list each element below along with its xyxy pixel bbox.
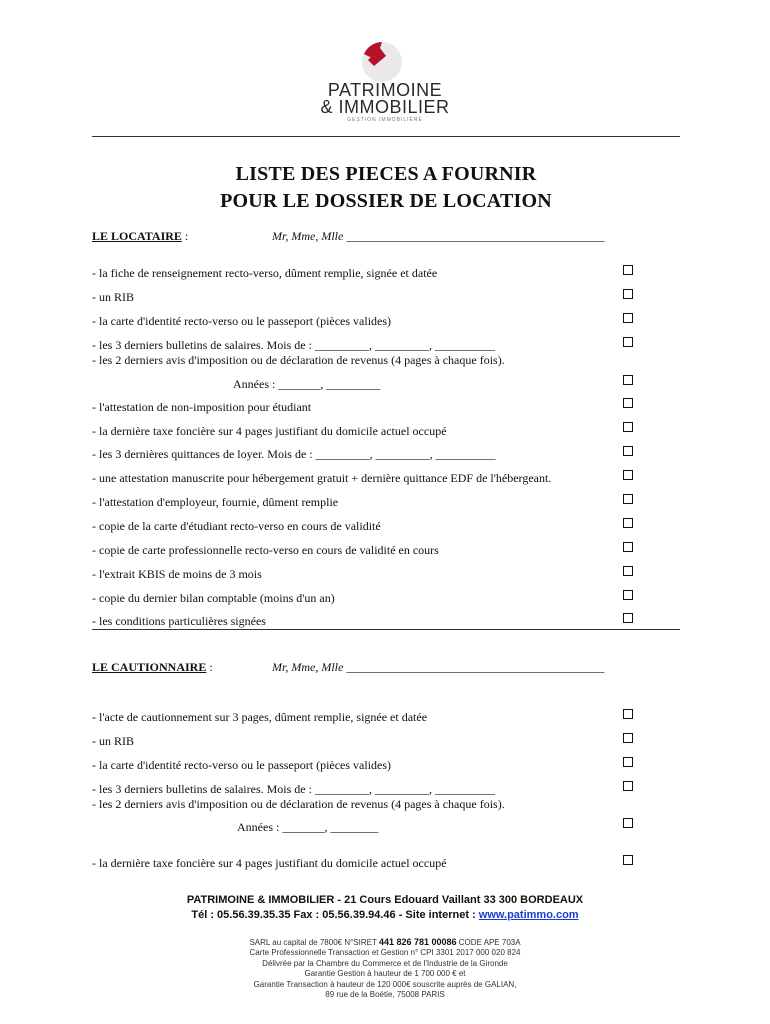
locataire-item-13: - l'extrait KBIS de moins de 3 mois — [92, 567, 262, 581]
locataire-label — [92, 229, 188, 244]
brand-name-line2: & IMMOBILIER — [320, 97, 450, 117]
cautionnaire-item-4: - les 2 derniers avis d'imposition ou de déclaration de revenus (4 pages à chaque fois). — [92, 797, 505, 811]
title-line2: POUR LE DOSSIER DE LOCATION — [220, 190, 552, 212]
footer-legal-5: Garantie Transaction à hauteur de 120 000€ souscrite auprès de GALIAN, — [253, 980, 517, 989]
locataire-item-10: - l'attestation d'employeur, fournie, dûment remplie — [92, 495, 339, 509]
cautionnaire-label-sep: : — [206, 660, 213, 674]
locataire-item-0: - la fiche de renseignement recto-verso, dûment remplie, signée et datée — [92, 266, 438, 280]
locataire-checkbox-2[interactable] — [623, 313, 633, 323]
cautionnaire-item-5: Années : _______, ________ — [237, 820, 379, 834]
cautionnaire-checkbox-6[interactable] — [623, 855, 633, 865]
locataire-item-5: Années : _______, _________ — [233, 377, 381, 391]
locataire-item-8: - les 3 dernières quittances de loyer. Mois de : _________, _________, __________ — [92, 447, 496, 461]
locataire-checkbox-13[interactable] — [623, 566, 633, 576]
logo-mark-icon — [360, 40, 404, 84]
locataire-item-11: - copie de la carte d'étudiant recto-verso en cours de validité — [92, 519, 381, 533]
locataire-checkbox-5[interactable] — [623, 375, 633, 385]
cautionnaire-checkbox-2[interactable] — [623, 757, 633, 767]
cautionnaire-checkbox-0[interactable] — [623, 709, 633, 719]
cautionnaire-label — [92, 660, 213, 675]
cautionnaire-checkbox-3[interactable] — [623, 781, 633, 791]
locataire-checkbox-6[interactable] — [623, 398, 633, 408]
locataire-checkbox-0[interactable] — [623, 265, 633, 275]
locataire-civility: Mr, Mme, Mlle ___________________________________________ — [272, 229, 605, 243]
locataire-item-6: - l'attestation de non-imposition pour étudiant — [92, 400, 312, 414]
locataire-checkbox-1[interactable] — [623, 289, 633, 299]
cautionnaire-item-0: - l'acte de cautionnement sur 3 pages, dûment remplie, signée et datée — [92, 710, 428, 724]
footer-legal-4: Garantie Gestion à hauteur de 1 700 000 € et — [304, 969, 466, 978]
footer-legal-post: CODE APE 703A — [456, 938, 521, 947]
footer-legal-1 — [100, 937, 670, 947]
cautionnaire-item-1: - un RIB — [92, 734, 134, 748]
section-divider — [92, 629, 680, 630]
footer-address: PATRIMOINE & IMMOBILIER - 21 Cours Edouard Vaillant 33 300 BORDEAUX — [186, 894, 584, 906]
title-line1: LISTE DES PIECES A FOURNIR — [235, 163, 537, 185]
locataire-checkbox-9[interactable] — [623, 470, 633, 480]
locataire-checkbox-15[interactable] — [623, 613, 633, 623]
locataire-item-2: - la carte d'identité recto-verso ou le passeport (pièces valides) — [92, 314, 392, 328]
website-link[interactable]: www.patimmo.com — [478, 909, 579, 921]
locataire-checkbox-12[interactable] — [623, 542, 633, 552]
header-divider — [92, 136, 680, 137]
cautionnaire-checkbox-1[interactable] — [623, 733, 633, 743]
locataire-item-15: - les conditions particulières signées — [92, 614, 266, 628]
locataire-label-sep: : — [181, 229, 189, 243]
cautionnaire-item-6: - la dernière taxe foncière sur 4 pages justifiant du domicile actuel occupé — [92, 856, 447, 870]
footer-legal-2: Carte Professionnelle Transaction et Gestion n° CPI 3301 2017 000 020 824 — [249, 948, 521, 957]
footer-contact — [100, 909, 670, 921]
locataire-checkbox-11[interactable] — [623, 518, 633, 528]
cautionnaire-checkbox-5[interactable] — [623, 818, 633, 828]
footer-legal-3: Délivrée par la Chambre du Commerce et de l'Industrie de la Gironde — [262, 959, 508, 968]
cautionnaire-item-2: - la carte d'identité recto-verso ou le passeport (pièces valides) — [92, 758, 392, 772]
locataire-item-12: - copie de carte professionnelle recto-verso en cours de validité en cours — [92, 543, 439, 557]
locataire-item-9: - une attestation manuscrite pour hébergement gratuit + dernière quittance EDF de l'hébergeant. — [92, 471, 552, 485]
locataire-checkbox-3[interactable] — [623, 337, 633, 347]
footer-legal-pre: SARL au capital de 7800€ N°SIRET — [249, 938, 379, 947]
cautionnaire-item-3: - les 3 derniers bulletins de salaires. Mois de : _________, _________, __________ — [92, 782, 495, 796]
locataire-checkbox-10[interactable] — [623, 494, 633, 504]
footer-legal-6: 89 rue de la Boétie, 75008 PARIS — [325, 990, 445, 999]
cautionnaire-label-text: LE CAUTIONNAIRE — [92, 660, 207, 674]
locataire-item-1: - un RIB — [92, 290, 134, 304]
locataire-item-4: - les 2 derniers avis d'imposition ou de déclaration de revenus (4 pages à chaque fois). — [92, 353, 505, 367]
brand-tagline: GESTION IMMOBILIÈRE — [347, 117, 423, 123]
footer-siret: 441 826 781 00086 — [378, 937, 457, 947]
locataire-item-14: - copie du dernier bilan comptable (moins d'un an) — [92, 591, 335, 605]
cautionnaire-civility: Mr, Mme, Mlle ___________________________________________ — [272, 660, 605, 674]
locataire-checkbox-7[interactable] — [623, 422, 633, 432]
footer-contact-text: Tél : 05.56.39.35.35 Fax : 05.56.39.94.46 - Site internet : — [191, 909, 479, 921]
locataire-item-7: - la dernière taxe foncière sur 4 pages justifiant du domicile actuel occupé — [92, 424, 447, 438]
brand-name-line1: PATRIMOINE — [327, 80, 443, 100]
locataire-item-3: - les 3 derniers bulletins de salaires. Mois de : _________, _________, __________ — [92, 338, 495, 352]
locataire-label-text: LE LOCATAIRE — [92, 229, 182, 243]
locataire-checkbox-8[interactable] — [623, 446, 633, 456]
locataire-checkbox-14[interactable] — [623, 590, 633, 600]
